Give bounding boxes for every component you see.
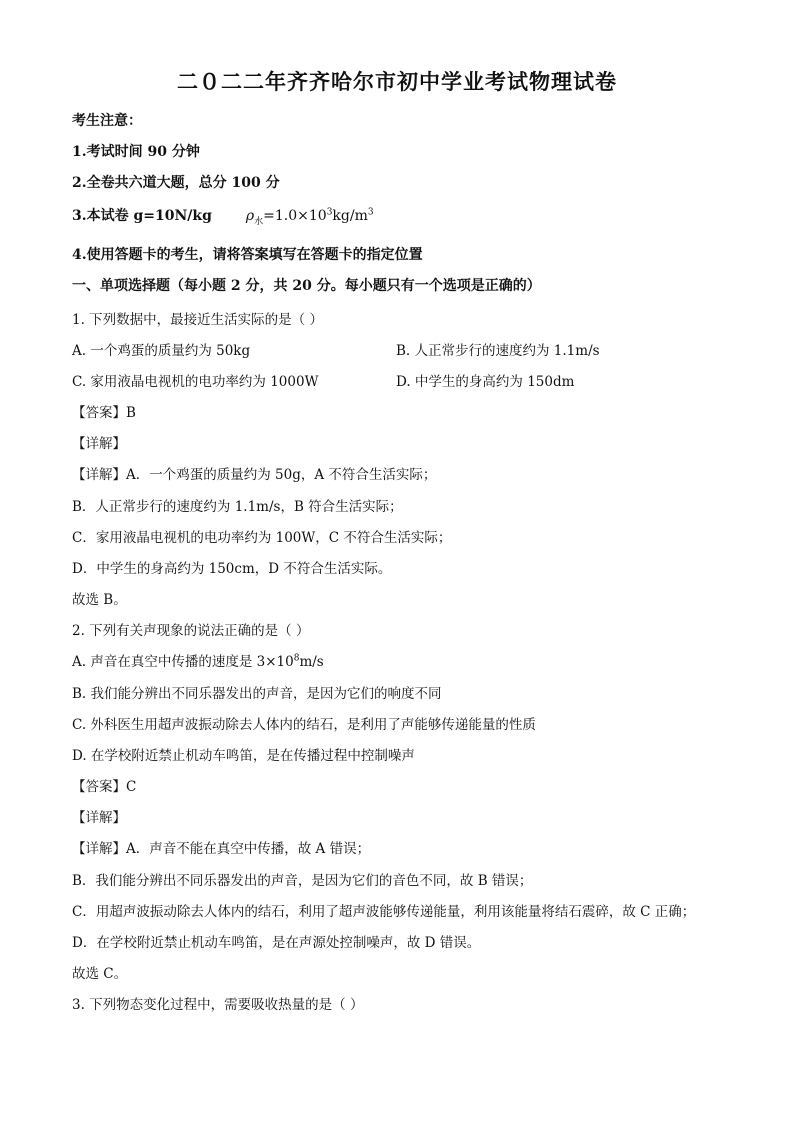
question-2-conclusion: 故选 C。	[72, 966, 128, 982]
notice-item-2: 2.全卷共六道大题，总分 100 分	[72, 175, 280, 191]
question-1-detail-c: C．家用液晶电视机的电功率约为 100W，C 不符合生活实际；	[72, 530, 452, 546]
question-1-detail-a: 【详解】A．一个鸡蛋的质量约为 50g，A 不符合生活实际；	[72, 467, 437, 483]
water-density-formula: $\rho_水=1.0\times 10^3kg/m^3$	[245, 207, 374, 227]
question-2-stem: 2. 下列有关声现象的说法正确的是（ ）	[72, 623, 310, 639]
question-2-option-a: A. 声音在真空中传播的速度是 $3\times 10^8m/s$	[72, 653, 324, 670]
question-2-option-b: B. 我们能分辨出不同乐器发出的声音，是因为它们的响度不同	[72, 686, 442, 702]
question-2-answer: 【答案】C	[72, 779, 137, 795]
notice-heading: 考生注意：	[72, 113, 142, 129]
question-2-option-d: D. 在学校附近禁止机动车鸣笛，是在传播过程中控制噪声	[72, 748, 415, 764]
question-1-detail-heading: 【详解】	[72, 436, 126, 452]
question-2-detail-d: D．在学校附近禁止机动车鸣笛，是在声源处控制噪声，故 D 错误。	[72, 935, 481, 951]
notice-item-1: 1.考试时间 90 分钟	[72, 144, 200, 160]
question-2-detail-b: B．我们能分辨出不同乐器发出的声音，是因为它们的音色不同，故 B 错误；	[72, 873, 533, 889]
question-2-detail-c: C．用超声波振动除去人体内的结石，利用了超声波能够传递能量，利用该能量将结石震碎，故 C 正确；	[72, 904, 696, 920]
question-1-option-d: D. 中学生的身高约为 150dm	[396, 374, 575, 390]
question-1-detail-d: D．中学生的身高约为 150cm，D 不符合生活实际。	[72, 561, 392, 577]
question-1-detail-b: B．人正常步行的速度约为 1.1m/s，B 符合生活实际；	[72, 499, 403, 515]
question-3-stem: 3. 下列物态变化过程中，需要吸收热量的是（ ）	[72, 997, 364, 1013]
question-2-option-c: C. 外科医生用超声波振动除去人体内的结石，是利用了声能够传递能量的性质	[72, 717, 536, 733]
notice-item-3	[72, 205, 374, 225]
notice-item-3-text: 3.本试卷 g=10N/kg	[72, 208, 212, 224]
question-2-detail-heading: 【详解】	[72, 810, 126, 826]
question-1-answer: 【答案】B	[72, 405, 136, 421]
question-1-stem: 1. 下列数据中，最接近生活实际的是（ ）	[72, 312, 323, 328]
question-1-option-c: C. 家用液晶电视机的电功率约为 1000W	[72, 374, 319, 390]
section-heading: 一、单项选择题（每小题 2 分，共 20 分。每小题只有一个选项是正确的）	[72, 278, 541, 294]
page-title: 二０二二年齐齐哈尔市初中学业考试物理试卷	[177, 69, 617, 94]
question-2-detail-a: 【详解】A．声音不能在真空中传播，故 A 错误；	[72, 841, 371, 857]
question-1-option-a: A. 一个鸡蛋的质量约为 50kg	[72, 343, 251, 359]
question-1-conclusion: 故选 B。	[72, 592, 127, 608]
question-1-option-b: B. 人正常步行的速度约为 1.1m/s	[396, 343, 600, 359]
notice-item-4: 4.使用答题卡的考生，请将答案填写在答题卡的指定位置	[72, 247, 423, 263]
